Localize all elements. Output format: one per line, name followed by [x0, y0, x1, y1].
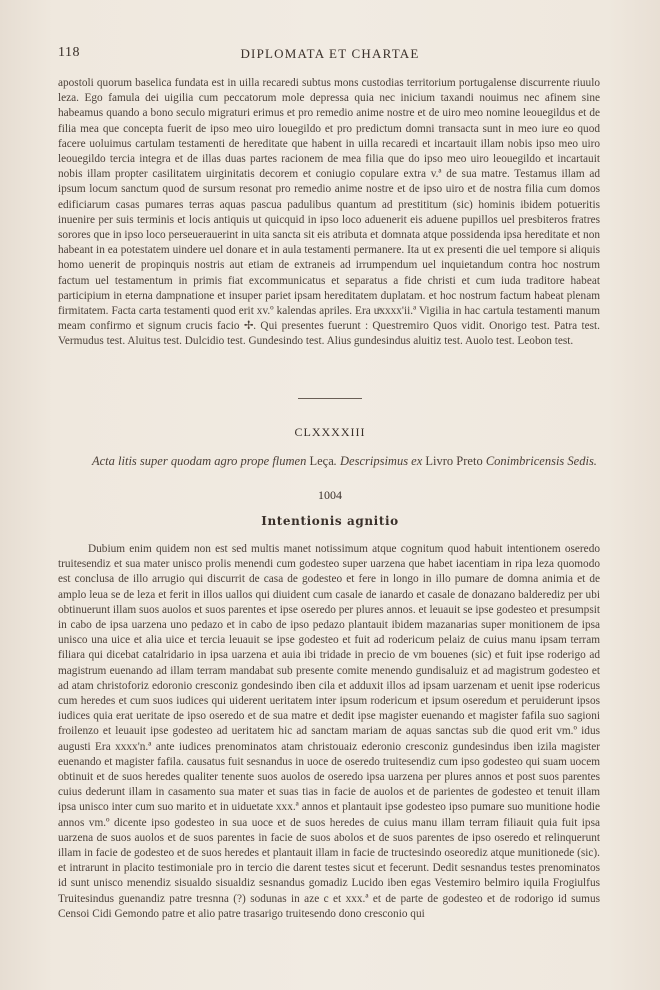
document-year: 1004 — [318, 488, 342, 502]
page-header — [58, 45, 602, 65]
source-note-part1: Acta litis super quodam agro prope flumen — [92, 454, 310, 468]
document-number: CLXXXXIII — [294, 425, 366, 439]
charter-text-continued: apostoli quorum baselica fundata est in uilla recaredi subtus mons custodias territorium portugalense discurrente riuulo leza. Ego famula dei uigilia cum peccatorum mole depressa quia nec inicium taxandi nouimus nec afinem sine habeamus quando a bono seculo migraturi erimus et pro remedio anime nostre et de uiro meo nomine leouegildus et de filia mea que concepta fuerit de ipso meo uiro louegildo et pro predictum domni transacta sunt in meo iure eo quod facere uoluimus cartulam testamenti de hereditate que habent in uilla recaredi et incartauit illam nobis ipso meo uiro leouegildo tercia integra et de illas duas partes racionem de mea filia que do ipso meo uiro leouegildo et incartauit nobis illam propter casilitatem uirginitatis decorem et coniugio copulare extra v.ª de sua matre. Testamus illam ad ipsum locum sanctum quod de sursum resonat pro remedio anime nostre et de ipso uiro et de nostra filia cum domos edificiarum casas pumares terras aquas pascua padulibus quantum ad prestititum (sic) hominis ibidem potueritis inuenire per suis terminis et locis antiquis ut quicquid in ipso loco aduenerit eis aduene pupillos uel presbiteros fratres sorores que in ipso loco perseuerauerint in uita sancta sit eis atributa et domnata atque possidenda ipsa hereditate et non habeant in ea potestatem uindere uel donare et in aula testamenti permanere. Ita ut ex presenti die uel tempore si aliquis homo uenerit de propinquis nostris aut etiam de extraneis ad irrumpendum uel inquietandum contra hoc nostrum factum uel testamentum in primis fiat excommunicatus et separatus a fide christi et cum iuda traditore habeat participium in eterna dampnatione et insuper pariet ipsam hereditatem duplatam. et hoc nostrum factum habeat plenam firmitatem. Facta carta testamenti quod erit xv.º kalendas apriles. Era uͣxxxx'ii.ª Vigilia in hac cartula testamenti manum meam confirmo et signum crucis facio ✢. Qui presentes fuerunt : Questremiro Quos vidit. Onorigo test. Patra test. Vermudus test. Aluitus test. Dulcidio test. Gundesindo test. Alius gundesindus aluitiz test. Auolo test. Leobon test. — [58, 77, 600, 348]
source-note-part3: Conimbricensis Sedis. — [482, 454, 597, 468]
source-note-book: Livro Preto — [425, 454, 483, 468]
running-title: DIPLOMATA ET CHARTAE — [240, 46, 420, 61]
source-note-part2: . Descripsimus ex — [333, 454, 426, 468]
source-note — [92, 452, 600, 470]
charter-text: Dubium enim quidem non est sed multis manet notissimum atque cognitum quod habuit intentionem oseredo truitesendiz et sua mater unisco prolis menendi cum godesteo super uarzena que habet iacentiam in ripa leza quomodo est conclusa de illo arrugio qui discurrit de casa de godesteo et fere in longo in illo pumare de domna animia et de amplo leua se de leza et ferit in illos uallos qui diuident cum casale de ianardo et casale de donazano balderediz per ubi obtinuerunt illam suos auolos et suos parentes et ipse oseredo per plures annos. et leuauit se ipse godesteo et presumpsit in cabo de ipsa uarzena uno pedazo et in cabo de ipso pedazo plantauit ibidem mazanarias super monitionem de ipsa unisco una uice et alia uice et tercia leuauit se ipse godesteo et fuit ad rodericum pelaiz de cuius manu ipsam terram filiara qui dicebat catalridario in ipsa uarzena et auia ibi tridade in precio de vm bouenes (sic) et fuit ipse roderigo ad magistrum euenando ad illam terram mandabat sub presente comite menendo gundisaluiz et ad magistrum godesteo et ad atam christoforiz edoronio cresconiz gondesindo iben cila et adduxit illos ad ipsam uarzenam et uenit ipse rodericus cum heredes et cum suos iudices qui uiderent ueritatem inter ipsum rodericum et ipsum oseredum et peruiderunt ipsos iudices quia erat ueritate de ipso oseredo et de sua matre et dedit ipse magister euenando et magister fafila suo sagioni froilenzo et leuauit ipse godesteo ad ueritatem hic ad sanctam mariam de aquas sanctas sub die quod erit vm.º idus augusti Era xxxx'n.ª ante iudices prenominatos atam christouaiz ederonio cresconiz gundesindus iben izila magister euenando et magister fafila. causatus fuit sesnandus in uoce de oseredo truitesendiz cum ipso godesteo qui suam uocem obtinuit et de suos heredes qualiter tenente suos auolos de oseredo ipsa uarzena per plures annos et post suos parentes cuius dederunt illam in casamento sua mater et suas tias in facie de auolos et de parientes de godesteo et tenuit illam ipsa unisco inter cum suo marito et in uiduetate xxx.ª annos et plantauit ipse godesteo ipso pumare suo munitione hodie annos vm.º dicente ipso godesteo in sua uoce et de suos heredes de cuius manu illam terram filiauit quia fuit ipsa uarzena de suos auolos et de suos parentes in facie de suos abolos et de suos parentes de ipso oseredo et relinquerunt illam in facie de godesteo et de suos heredes et plantauit illam in facie de tructesindo oseorediz atque munitionede (sic). et intrarunt in placito testimoniale pro in tercio die darent testes sicut et fecerunt. Dedit sesnandus testes prenominatos id sunt unisco menendiz sisualdo sisualdiz sesnandus gomadiz Lucido iben egas Vestemiro belmiro iquila Frogiulfus Truitesindus guenandiz patre tresnna (?) sodunas in aze c et xxx.ª et de parte de godesteo et de rodorigo id sumus Censoi Cidi Gemondo patre et alio patre trasarigo truitesendo dono cresconio qui — [58, 543, 600, 920]
page-number: 118 — [58, 45, 80, 60]
section-divider — [298, 398, 362, 399]
source-note-place: Leça — [309, 454, 334, 468]
document-title: Intentionis agnitio — [261, 514, 399, 528]
